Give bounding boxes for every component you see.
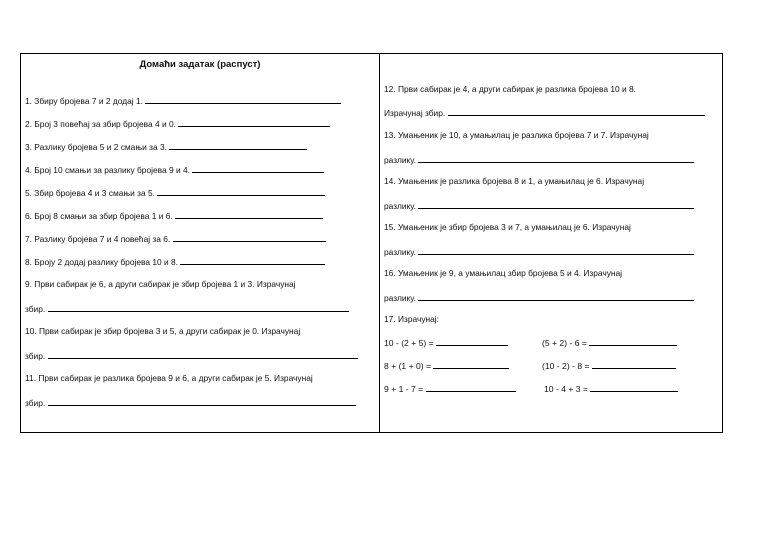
- answer-line[interactable]: [192, 164, 324, 173]
- task-text: збир.: [25, 304, 46, 314]
- answer-line[interactable]: [436, 337, 508, 346]
- task-9-question: 9. Први сабирак је 6, а други сабирак је збир бројева 1 и 3. Израчунај: [25, 279, 296, 289]
- exercise-text: 9 + 1 - 7 =: [384, 384, 424, 394]
- exercise-3: [384, 360, 509, 371]
- task-12-answer: [384, 107, 705, 118]
- answer-line[interactable]: [433, 360, 509, 369]
- task-text: 3. Разлику бројева 5 и 2 смањи за 3.: [25, 142, 167, 152]
- answer-line[interactable]: [590, 383, 678, 392]
- page-title: Домаћи задатак (распуст): [139, 59, 261, 70]
- task-text: 1. Збиру бројева 7 и 2 додај 1.: [25, 96, 143, 106]
- exercise-text: 8 + (1 + 0) =: [384, 361, 432, 371]
- exercise-5: [384, 383, 516, 394]
- task-8: [25, 256, 325, 267]
- task-14-answer: [384, 200, 694, 211]
- answer-line[interactable]: [418, 246, 694, 255]
- task-3: [25, 141, 307, 152]
- task-text: 6. Број 8 смањи за збир бројева 1 и 6.: [25, 211, 173, 221]
- column-divider: [379, 54, 380, 432]
- answer-line[interactable]: [169, 141, 307, 150]
- exercise-2: [542, 337, 677, 348]
- task-1: [25, 95, 341, 106]
- exercise-1: [384, 337, 508, 348]
- answer-line[interactable]: [145, 95, 341, 104]
- task-10-answer: [25, 350, 358, 361]
- task-text: 4. Број 10 смањи за разлику бројева 9 и 4.: [25, 165, 190, 175]
- task-15-question: 15. Умањеник је збир бројева 3 и 7, а умањилац је 6. Израчунај: [384, 222, 631, 232]
- answer-line[interactable]: [157, 187, 325, 196]
- answer-line[interactable]: [48, 397, 356, 406]
- exercise-4: [542, 360, 676, 371]
- task-13-answer: [384, 154, 694, 165]
- task-text: Израчунај збир.: [384, 108, 446, 118]
- answer-line[interactable]: [178, 118, 330, 127]
- exercise-text: (10 - 2) - 8 =: [542, 361, 590, 371]
- task-text: 8. Броју 2 додај разлику бројева 10 и 8.: [25, 257, 178, 267]
- answer-line[interactable]: [448, 107, 705, 116]
- task-text: разлику.: [384, 247, 416, 257]
- answer-line[interactable]: [180, 256, 325, 265]
- exercise-text: 10 - 4 + 3 =: [544, 384, 588, 394]
- exercise-text: (5 + 2) - 6 =: [542, 338, 587, 348]
- task-7: [25, 233, 326, 244]
- answer-line[interactable]: [418, 200, 694, 209]
- task-text: разлику.: [384, 155, 416, 165]
- task-text: разлику.: [384, 293, 416, 303]
- answer-line[interactable]: [48, 350, 358, 359]
- task-16-answer: [384, 292, 694, 303]
- task-17-heading: 17. Израчунај:: [384, 314, 439, 324]
- answer-line[interactable]: [175, 210, 323, 219]
- task-16-question: 16. Умањеник је 9, а умањилац збир бројева 5 и 4. Израчунај: [384, 268, 623, 278]
- task-15-answer: [384, 246, 694, 257]
- task-11-question: 11. Први сабирак је разлика бројева 9 и 6, а други сабирак је 5. Израчунај: [25, 373, 313, 383]
- answer-line[interactable]: [418, 292, 694, 301]
- worksheet-table: [20, 53, 723, 433]
- answer-line[interactable]: [592, 360, 676, 369]
- task-13-question: 13. Умањеник је 10, а умањилац је разлика бројева 7 и 7. Израчунај: [384, 130, 649, 140]
- task-text: 2. Број 3 повећај за збир бројева 4 и 0.: [25, 119, 176, 129]
- task-12-question: 12. Први сабирак је 4, а други сабирак је разлика бројева 10 и 8.: [384, 84, 637, 94]
- task-11-answer: [25, 397, 356, 408]
- answer-line[interactable]: [48, 303, 349, 312]
- answer-line[interactable]: [426, 383, 516, 392]
- task-text: 5. Збир бројева 4 и 3 смањи за 5.: [25, 188, 155, 198]
- task-9-answer: [25, 303, 349, 314]
- exercise-6: [544, 383, 678, 394]
- exercise-text: 10 - (2 + 5) =: [384, 338, 434, 348]
- task-6: [25, 210, 323, 221]
- task-2: [25, 118, 330, 129]
- task-4: [25, 164, 324, 175]
- answer-line[interactable]: [589, 337, 677, 346]
- task-text: збир.: [25, 398, 46, 408]
- task-5: [25, 187, 325, 198]
- task-text: разлику.: [384, 201, 416, 211]
- answer-line[interactable]: [173, 233, 326, 242]
- task-10-question: 10. Први сабирак је збир бројева 3 и 5, а други сабирак је 0. Израчунај: [25, 326, 301, 336]
- task-text: 7. Разлику бројева 7 и 4 повећај за 6.: [25, 234, 171, 244]
- task-text: збир.: [25, 351, 46, 361]
- task-14-question: 14. Умањеник је разлика бројева 8 и 1, а умањилац је 6. Израчунај: [384, 176, 645, 186]
- answer-line[interactable]: [418, 154, 694, 163]
